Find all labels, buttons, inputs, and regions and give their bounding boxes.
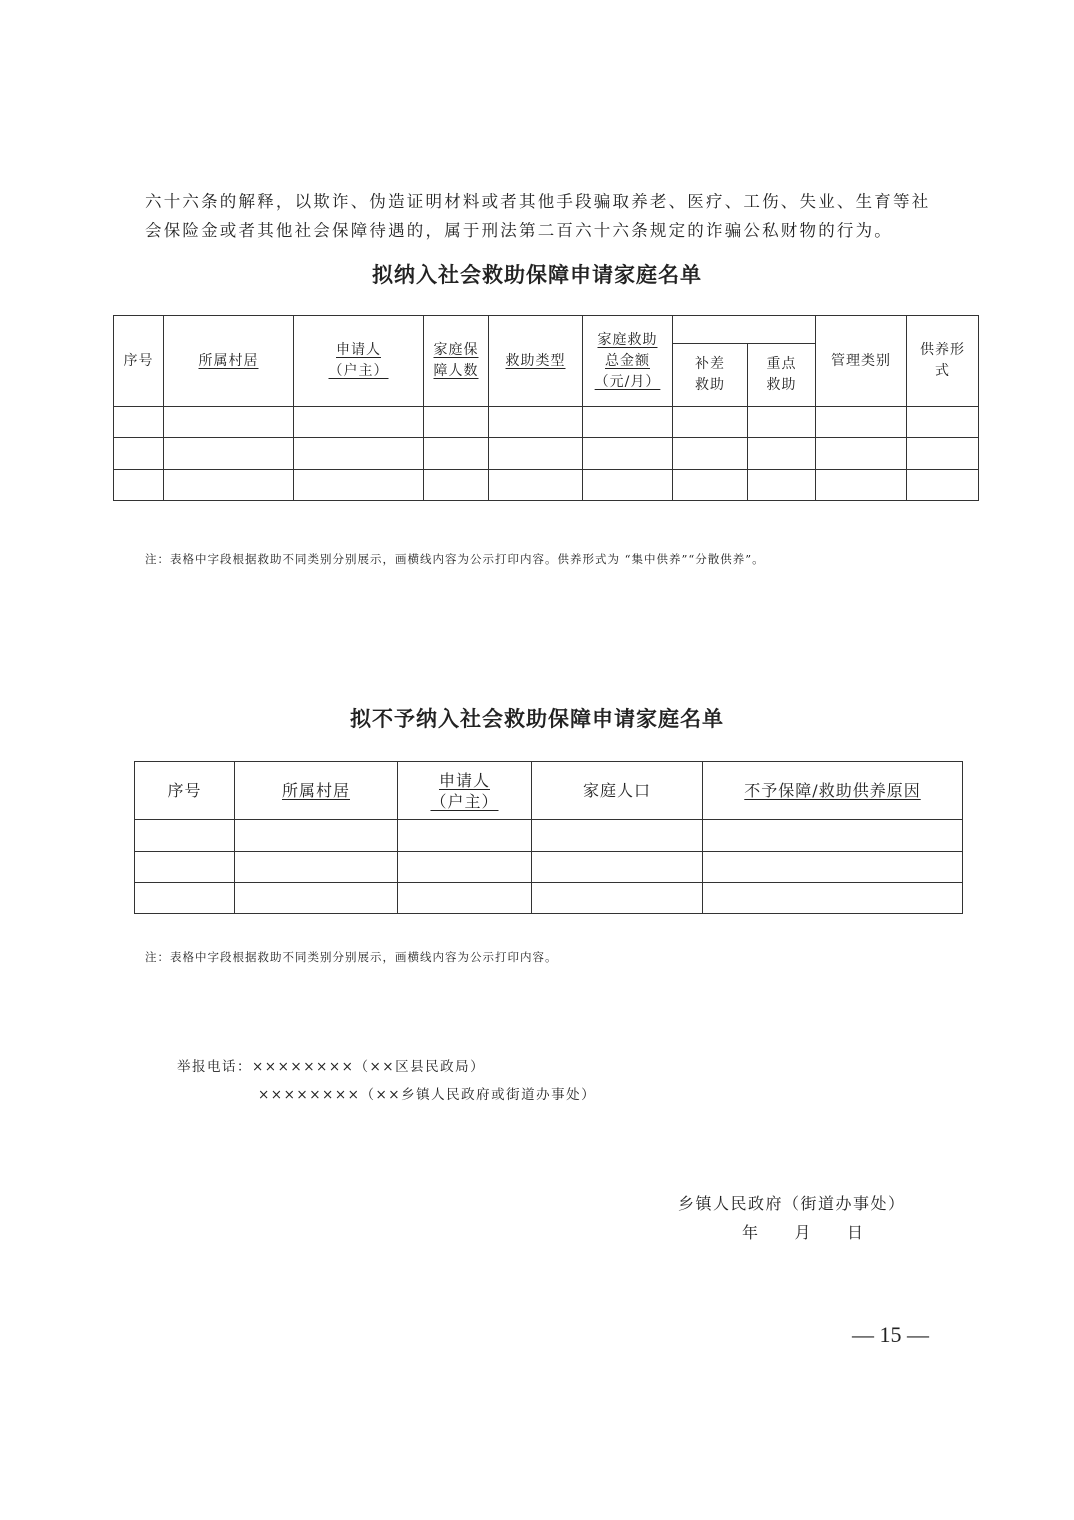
intro-line-1: 六十六条的解释，以欺诈、伪造证明材料或者其他手段骗取养老、医疗、工伤、失业、生育等社 <box>145 192 931 211</box>
header-total: 家庭救助 总金额 （元/月） <box>583 316 673 407</box>
header-population: 家庭人口 <box>532 762 703 820</box>
header-group-blank <box>673 316 816 344</box>
table-row <box>135 820 963 852</box>
table1-note: 注：表格中字段根据救助不同类别分别展示，画横线内容为公示打印内容。供养形式为 “集中供养”“分散供养”。 <box>145 552 765 566</box>
header-seq: 序号 <box>114 316 164 407</box>
header-seq: 序号 <box>135 762 235 820</box>
table-row <box>135 883 963 914</box>
signature-date: 年 月 日 <box>742 1223 865 1242</box>
header-mgmt: 管理类别 <box>816 316 907 407</box>
header-members: 家庭保 障人数 <box>424 316 489 407</box>
table-row <box>114 470 979 501</box>
header-applicant: 申请人 （户主） <box>294 316 424 407</box>
header-key: 重点 救助 <box>748 344 816 407</box>
header-applicant: 申请人 （户主） <box>398 762 532 820</box>
report-phone-line-1: 举报电话：××××××××（××区县民政局） <box>177 1059 486 1075</box>
header-village: 所属村居 <box>164 316 294 407</box>
header-village: 所属村居 <box>235 762 398 820</box>
table2-note: 注：表格中字段根据救助不同类别分别展示，画横线内容为公示打印内容。 <box>145 950 558 964</box>
report-phone-line-2: ××××××××（××乡镇人民政府或街道办事处） <box>258 1087 597 1103</box>
table-row <box>135 852 963 883</box>
header-type: 救助类型 <box>489 316 583 407</box>
header-reason: 不予保障/救助供养原因 <box>703 762 963 820</box>
table-row <box>114 407 979 438</box>
header-support: 供养形 式 <box>907 316 979 407</box>
table-excluded-families <box>134 761 963 914</box>
table-included-families <box>113 315 979 501</box>
page-number: — 15 — <box>852 1322 929 1347</box>
signature-org: 乡镇人民政府（街道办事处） <box>678 1194 906 1213</box>
intro-line-2: 会保险金或者其他社会保障待遇的，属于刑法第二百六十六条规定的诈骗公私财物的行为。 <box>145 221 893 240</box>
header-diff: 补差 救助 <box>673 344 748 407</box>
table1-title: 拟纳入社会救助保障申请家庭名单 <box>372 263 702 287</box>
table2-title: 拟不予纳入社会救助保障申请家庭名单 <box>350 707 724 731</box>
table-row <box>114 438 979 470</box>
